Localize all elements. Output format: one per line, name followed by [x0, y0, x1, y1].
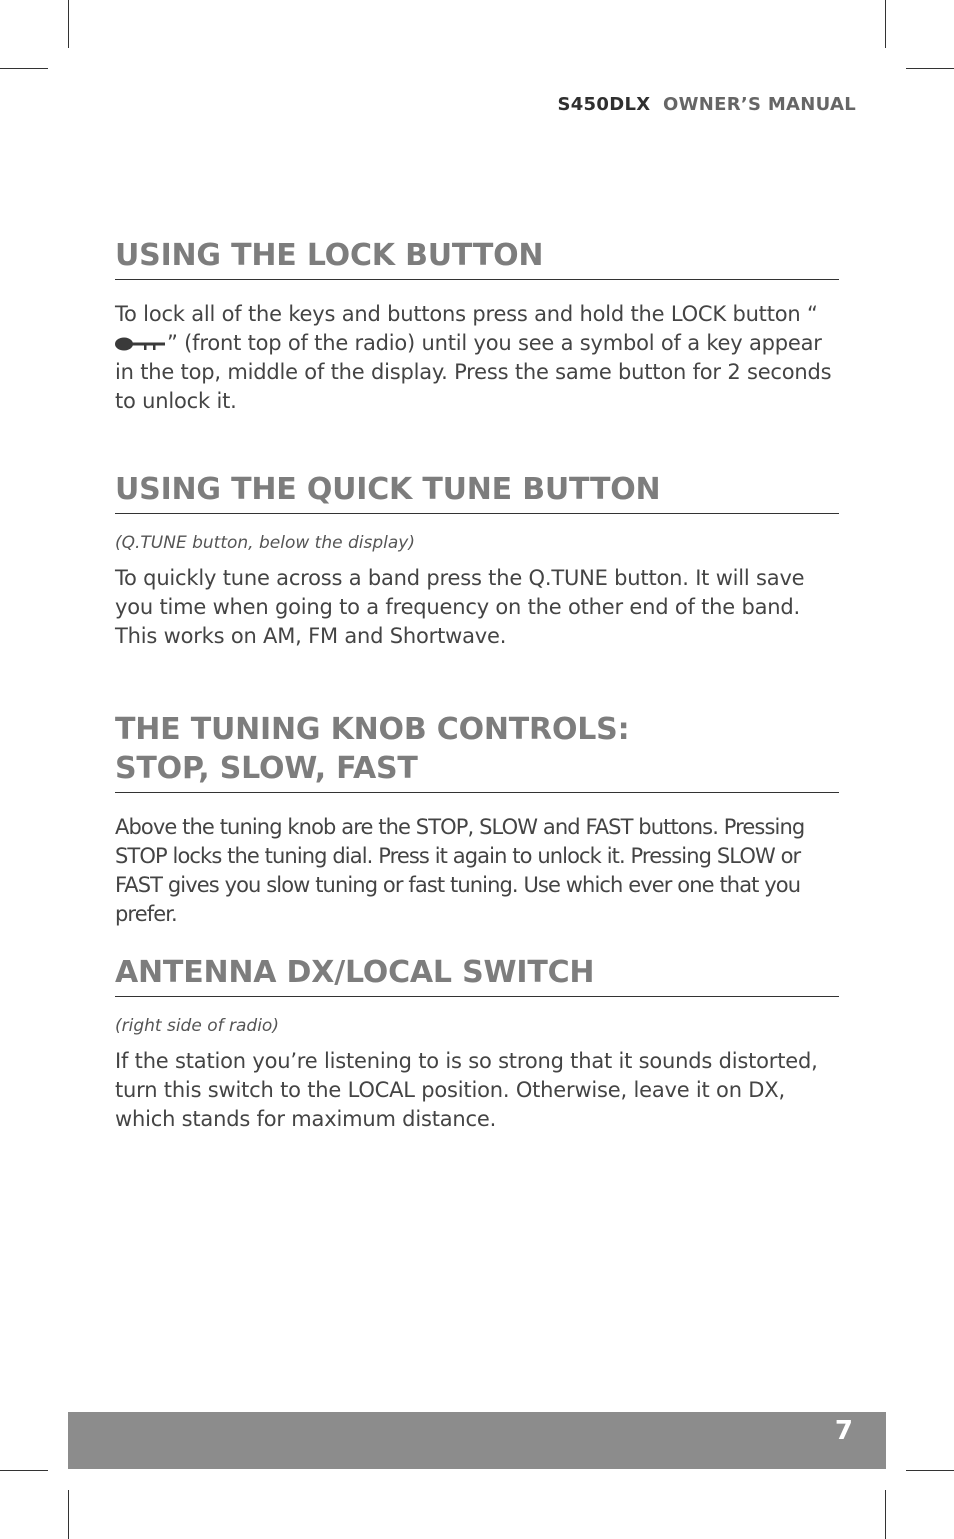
crop-mark [885, 0, 886, 48]
section-heading: USING THE QUICK TUNE BUTTON [115, 470, 839, 514]
section-body: If the station you’re listening to is so strong that it sounds distorted, turn this switch to the LOCAL position. Otherwise, leave it on DX, which stands for maximum distance. [115, 1049, 818, 1131]
crop-mark [906, 68, 954, 69]
section-quick-tune [115, 470, 839, 651]
section-heading [115, 710, 839, 793]
model-name: S450DLX [557, 94, 651, 115]
section-antenna-switch [115, 953, 839, 1134]
section-body: To quickly tune across a band press the Q.TUNE button. It will save you time when going to a frequency on the other end of the band. This works on AM, FM and Shortwave. [115, 566, 805, 648]
heading-line-1: THE TUNING KNOB CONTROLS: [115, 712, 630, 747]
section-note: (right side of radio) [115, 1016, 279, 1036]
key-icon [115, 330, 167, 344]
page-number: 7 [834, 1416, 853, 1446]
crop-mark [68, 0, 69, 48]
crop-mark [0, 1470, 48, 1471]
section-body: Above the tuning knob are the STOP, SLOW and FAST buttons. Pressing STOP locks the tuning dial. Press it again to unlock it. Pressing SLOW or FAST gives you slow tuning or fast tuning. Use which ever one that you prefer. [115, 815, 805, 926]
body-text: ” (front top of the radio) until you see a symbol of a key appear in the top, middle of the display. Press the same button for 2 seconds to unlock it. [115, 331, 832, 413]
crop-mark [68, 1490, 69, 1539]
heading-line-2: STOP, SLOW, FAST [115, 751, 418, 786]
section-heading: USING THE LOCK BUTTON [115, 236, 839, 280]
manual-title: OWNER’S MANUAL [662, 94, 856, 115]
section-body [115, 300, 839, 416]
section-note: (Q.TUNE button, below the display) [115, 533, 415, 553]
section-lock-button [115, 236, 839, 416]
section-heading: ANTENNA DX/LOCAL SWITCH [115, 953, 839, 997]
running-header [557, 94, 856, 115]
crop-mark [885, 1490, 886, 1539]
body-text: To lock all of the keys and buttons press and hold the LOCK button “ [115, 302, 818, 326]
crop-mark [906, 1470, 954, 1471]
footer-bar [68, 1412, 886, 1469]
section-tuning-knob [115, 710, 839, 929]
crop-mark [0, 68, 48, 69]
